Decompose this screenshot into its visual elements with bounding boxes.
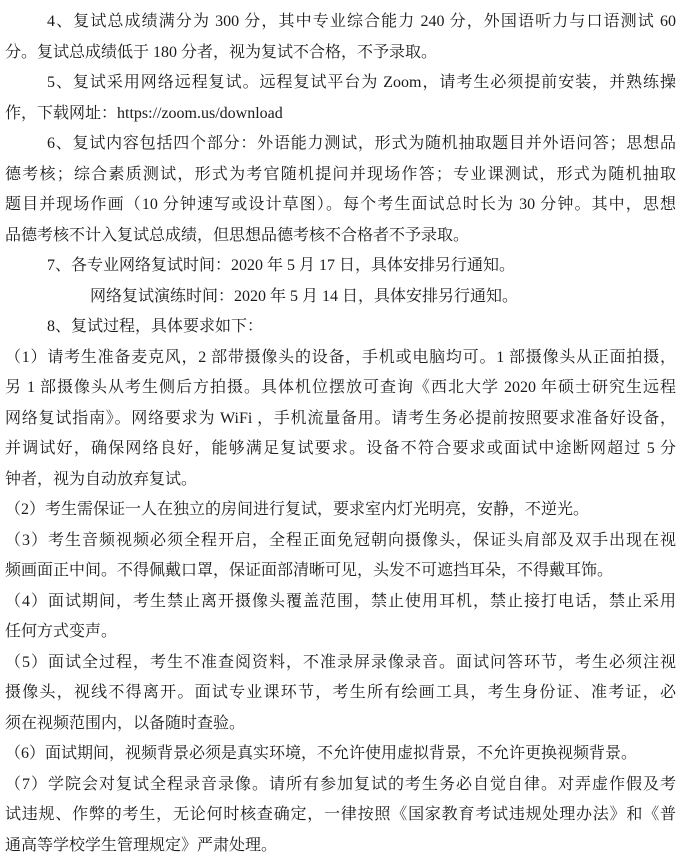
text-line: （1）请考生准备麦克风，2 部带摄像头的设备，手机或电脑均可。1 部摄像头从正面拍摄， xyxy=(5,348,676,366)
text-line: 题目并现场作画（10 分钟速写或设计草图）。每个考生面试总时长为 30 分钟。其中，思想 xyxy=(5,196,676,213)
text-line: 分。复试总成绩低于 180 分者，视为复试不合格，不予录取。 xyxy=(5,43,438,61)
text-line: 频画面正中间。不得佩戴口罩，保证面部清晰可见，头发不可遮挡耳朵，不得戴耳饰。 xyxy=(5,562,614,579)
paragraph-requirement-6-real-background xyxy=(5,739,676,770)
text-line: 另 1 部摄像头从考生侧后方拍摄。具体机位摆放可查询《西北大学 2020 年硕士研究生远程 xyxy=(5,379,676,396)
text-line: （7）学院会对复试全程录音录像。请所有参加复试的考生务必自觉自律。对弄虚作假及考 xyxy=(5,775,676,793)
text-line: 任何方式变声。 xyxy=(5,623,118,640)
text-line: （5）面试全过程，考生不准查阅资料，不准录屏录像录音。面试问答环节，考生必须注视 xyxy=(5,653,676,671)
paragraph-item-7-rehearsal-time xyxy=(5,282,676,313)
paragraph-requirement-4-prohibitions xyxy=(5,587,676,648)
paragraph-requirement-7-recording-discipline xyxy=(5,770,676,862)
text-line: （6）面试期间，视频背景必须是真实环境，不允许使用虚拟背景，不允许更换视频背景。 xyxy=(5,745,638,762)
paragraph-item-6-exam-content xyxy=(5,129,676,251)
text-line: （3）考生音频视频必须全程开启，全程正面免冠朝向摄像头，保证头肩部及双手出现在视 xyxy=(5,531,676,549)
text-line: 5、复试采用网络远程复试。远程复试平台为 Zoom，请考生必须提前安装，并熟练操 xyxy=(47,74,676,91)
text-line: 并调试好，确保网络良好，能够满足复试要求。设备不符合要求或面试中途断网超过 5 分 xyxy=(5,440,676,457)
text-line zoom-download-url-line: 作，下载网址：https://zoom.us/download xyxy=(5,104,283,122)
text-line: （4）面试期间，考生禁止离开摄像头覆盖范围，禁止使用耳机，禁止接打电话，禁止采用 xyxy=(5,592,676,610)
text-line: 德考核；综合素质测试，形式为考官随机提问并现场作答；专业课测试，形式为随机抽取 xyxy=(5,165,676,183)
text-line: 品德考核不计入复试总成绩，但思想品德考核不合格者不予录取。 xyxy=(5,226,470,244)
paragraph-item-5-remote-platform xyxy=(5,68,676,129)
text-line: 通高等学校学生管理规定》严肃处理。 xyxy=(5,836,278,854)
text-line: 6、复试内容包括四个部分：外语能力测试，形式为随机抽取题目并外语问答；思想品 xyxy=(47,135,676,152)
text-line: 摄像头，视线不得离开。面试专业课环节，考生所有绘画工具，考生身份证、准考证，必 xyxy=(5,684,676,701)
paragraph-item-4-score-rules xyxy=(5,7,676,68)
paragraph-requirement-1-equipment xyxy=(5,343,676,496)
text-line: 须在视频范围内，以备随时查验。 xyxy=(5,714,246,732)
text-line: 7、各专业网络复试时间：2020 年 5 月 17 日，具体安排另行通知。 xyxy=(47,257,516,274)
paragraph-requirement-2-room xyxy=(5,495,676,526)
text-line: 钟者，视为自动放弃复试。 xyxy=(5,470,198,488)
text-line: 网络复试演练时间：2020 年 5 月 14 日，具体安排另行通知。 xyxy=(90,287,519,305)
text-line: 8、复试过程，具体要求如下： xyxy=(47,318,264,335)
paragraph-requirement-3-video-on xyxy=(5,526,676,587)
paragraph-requirement-5-no-materials xyxy=(5,648,676,740)
text-line: 试违规、作弊的考生，无论何时核查确定，一律按照《国家教育考试违规处理办法》和《普 xyxy=(5,806,676,823)
text-line: （2）考生需保证一人在独立的房间进行复试，要求室内灯光明亮，安静，不逆光。 xyxy=(5,501,590,518)
paragraph-item-7-exam-time xyxy=(5,251,676,282)
text-line: 网络复试指南》。网络要求为 WiFi ，手机流量备用。请考生务必提前按照要求准备好设备， xyxy=(5,409,676,427)
paragraph-item-8-process-requirements xyxy=(5,312,676,343)
text-line: 4、复试总成绩满分为 300 分，其中专业综合能力 240 分，外国语听力与口语测试 60 xyxy=(47,13,676,30)
